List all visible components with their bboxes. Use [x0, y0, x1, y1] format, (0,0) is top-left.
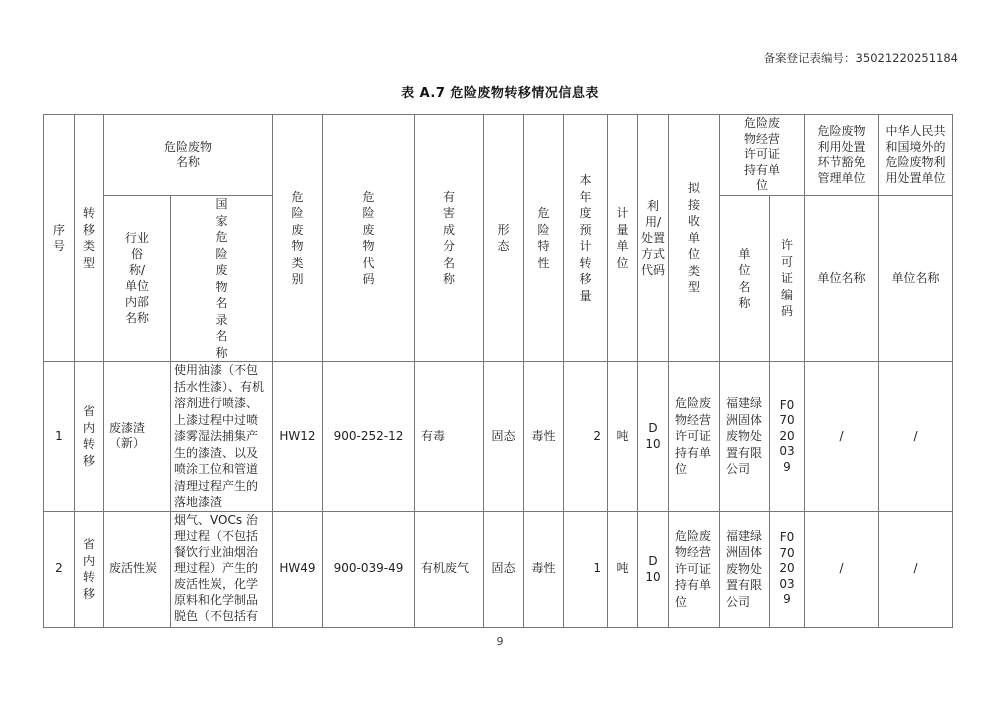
- header-unit: 计量单位: [608, 115, 638, 362]
- cell-disposal-code: D10: [638, 511, 669, 627]
- cell-national-name: 使用油漆（不包括水性漆）、有机溶剂进行喷漆、上漆过程中过喷漆雾湿法捕集产生的漆渣、以及喷涂工位和管道清理过程产生的落地漆渣: [171, 362, 273, 512]
- header-national-name: 国家危险废物名录名称: [171, 196, 273, 362]
- cell-seq: 1: [44, 362, 75, 512]
- header-holder-name: 单位名称: [720, 196, 770, 362]
- header-license-number: 许可证编码: [770, 196, 805, 362]
- cell-transfer-type: 省内转移: [75, 362, 104, 512]
- cell-industry-name: 废漆渣（新）: [104, 362, 171, 512]
- cell-hazardous-component: 有毒: [415, 362, 484, 512]
- cell-national-name: 烟气、VOCs 治理过程（不包括餐饮行业油烟治理过程）产生的废活性炭，化学原料和化学制品脱色（不包括有: [171, 511, 273, 627]
- cell-unit: 吨: [608, 511, 638, 627]
- cell-disposal-code: D10: [638, 362, 669, 512]
- header-license-holder-group: 危险废物经营许可证持有单位: [720, 115, 805, 196]
- page-number: 9: [496, 635, 504, 648]
- cell-code: 900-039-49: [323, 511, 415, 627]
- header-waste-name-group: 危险废物名称: [104, 115, 273, 196]
- header-code: 危险废物代码: [323, 115, 415, 362]
- cell-seq: 2: [44, 511, 75, 627]
- cell-overseas-name: /: [879, 362, 953, 512]
- table-title: 表 A.7 危险废物转移情况信息表: [401, 86, 599, 101]
- cell-category: HW49: [273, 511, 323, 627]
- record-number: 备案登记表编号：35021220251184: [763, 51, 958, 65]
- header-exempt-group: 危险废物利用处置环节豁免管理单位: [805, 115, 879, 196]
- header-industry-name: 行业俗称/单位内部名称: [104, 196, 171, 362]
- header-disposal-code: 利用/处置方式代码: [638, 115, 669, 362]
- header-form: 形态: [484, 115, 524, 362]
- header-transfer-type: 转移类型: [75, 115, 104, 362]
- header-overseas-group: 中华人民共和国境外的危险废物利用处置单位: [879, 115, 953, 196]
- header-overseas-name: 单位名称: [879, 196, 953, 362]
- cell-transfer-type: 省内转移: [75, 511, 104, 627]
- header-row-1: [44, 115, 953, 196]
- cell-unit: 吨: [608, 362, 638, 512]
- cell-form: 固态: [484, 511, 524, 627]
- cell-code: 900-252-12: [323, 362, 415, 512]
- table-row: [44, 511, 953, 627]
- cell-annual-quantity: 1: [564, 511, 608, 627]
- cell-category: HW12: [273, 362, 323, 512]
- cell-hazard-property: 毒性: [524, 362, 564, 512]
- header-receiver-type: 拟接收单位类型: [669, 115, 720, 362]
- cell-industry-name: 废活性炭: [104, 511, 171, 627]
- cell-form: 固态: [484, 362, 524, 512]
- header-annual-quantity: 本年度预计转移量: [564, 115, 608, 362]
- header-exempt-name: 单位名称: [805, 196, 879, 362]
- cell-holder-name: 福建绿洲固体废物处置有限公司: [720, 511, 770, 627]
- cell-receiver-type: 危险废物经营许可证持有单位: [669, 362, 720, 512]
- cell-holder-name: 福建绿洲固体废物处置有限公司: [720, 362, 770, 512]
- cell-exempt-name: /: [805, 362, 879, 512]
- cell-hazard-property: 毒性: [524, 511, 564, 627]
- header-hazard-property: 危险特性: [524, 115, 564, 362]
- table-row: [44, 362, 953, 512]
- header-seq: 序号: [44, 115, 75, 362]
- header-hazardous-component: 有害成分名称: [415, 115, 484, 362]
- cell-license-number: F07020039: [770, 362, 805, 512]
- cell-hazardous-component: 有机废气: [415, 511, 484, 627]
- hazardous-waste-transfer-table: [43, 114, 953, 628]
- cell-license-number: F07020039: [770, 511, 805, 627]
- header-category: 危险废物类别: [273, 115, 323, 362]
- cell-overseas-name: /: [879, 511, 953, 627]
- cell-exempt-name: /: [805, 511, 879, 627]
- cell-annual-quantity: 2: [564, 362, 608, 512]
- cell-receiver-type: 危险废物经营许可证持有单位: [669, 511, 720, 627]
